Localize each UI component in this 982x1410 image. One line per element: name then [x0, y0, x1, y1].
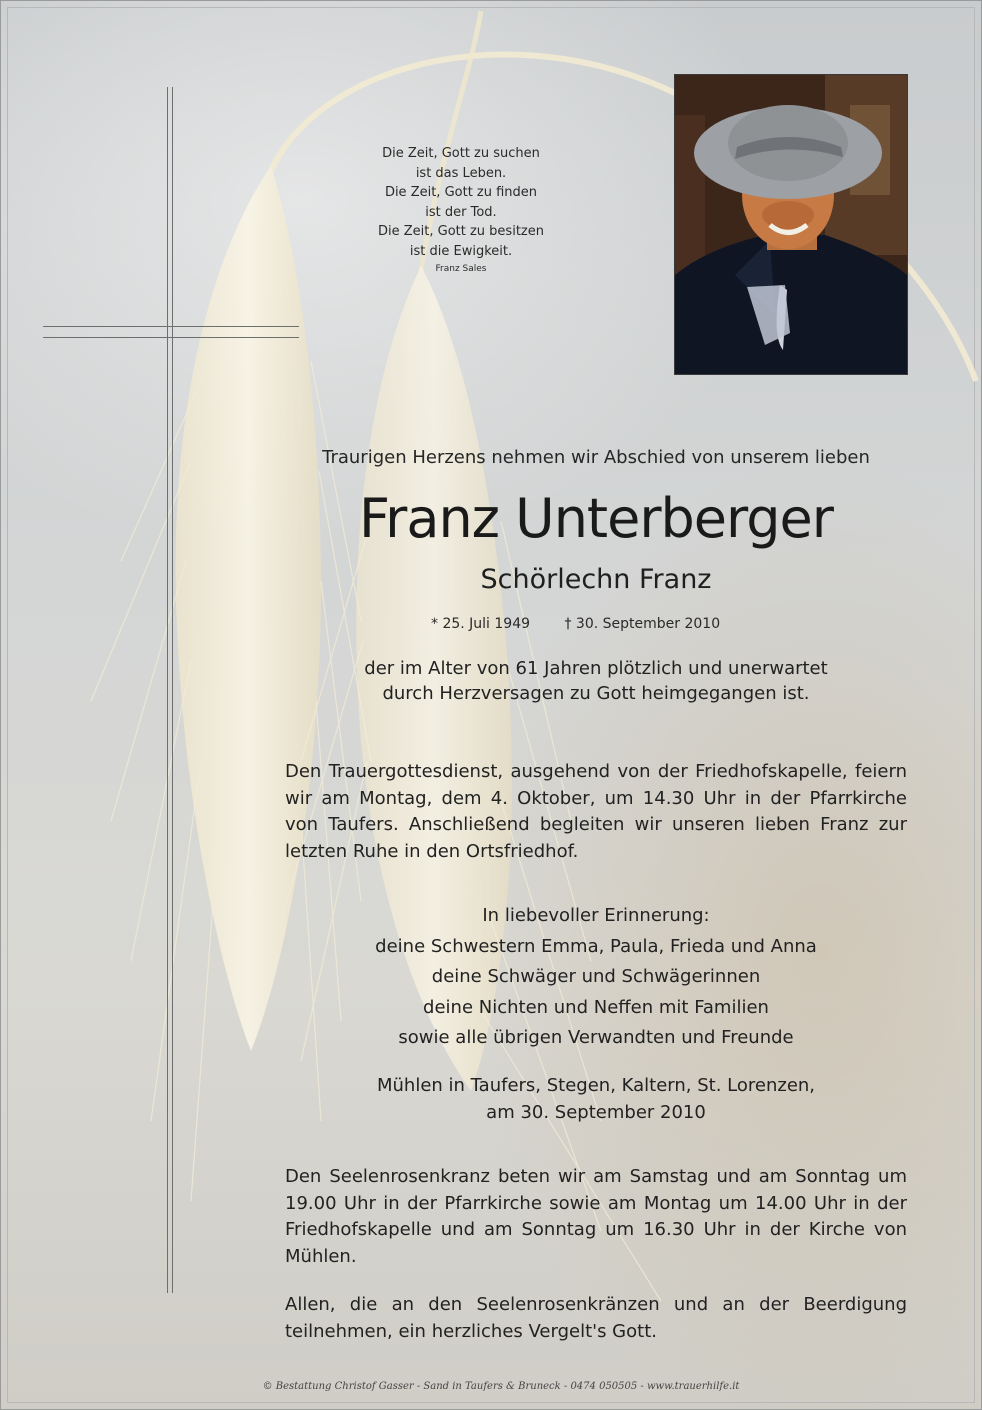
birth-date: * 25. Juli 1949 — [431, 616, 531, 632]
quote-block — [346, 144, 576, 276]
cross-horizontal-line — [43, 337, 299, 338]
mourners-line: deine Nichten und Neffen mit Familien — [423, 996, 769, 1018]
life-dates — [431, 616, 771, 632]
intro-text: Traurigen Herzens nehmen wir Abschied von unserem lieben — [322, 447, 870, 468]
cross-horizontal-line — [43, 326, 299, 327]
mourners-heading: In liebevoller Erinnerung: — [482, 905, 710, 926]
mourners-line: sowie alle übrigen Verwandten und Freunde — [398, 1027, 794, 1048]
mourners-line: deine Schwestern Emma, Paula, Frieda und Anna — [375, 935, 817, 957]
quote-author: Franz Sales — [435, 263, 487, 274]
place-date — [301, 1072, 891, 1126]
age-line: durch Herzversagen zu Gott heimgegangen ist. — [382, 683, 810, 704]
death-date: † 30. September 2010 — [564, 616, 721, 632]
quote-line: ist die Ewigkeit. — [409, 243, 513, 259]
portrait-photo — [674, 74, 908, 375]
mourners-block — [301, 901, 891, 1054]
quote-line: Die Zeit, Gott zu besitzen — [378, 224, 544, 240]
cross-vertical-line — [172, 87, 173, 1293]
portrait-illustration — [675, 75, 907, 374]
cross-vertical-line — [167, 87, 168, 1293]
funeral-service-text: Den Trauergottesdienst, ausgehend von der Friedhofskapelle, feiern wir am Montag, dem 4. Oktober, um 14.30 Uhr in der Pfarrkirche von Taufers. Anschließend begleiten wir unseren lieben Franz zur letzten Ruhe in den Ortsfriedhof. — [285, 761, 907, 862]
thanks-text: Allen, die an den Seelenrosenkränzen und an der Beerdigung teilnehmen, ein herzliches Vergelt's Gott. — [285, 1294, 907, 1342]
place-line: Mühlen in Taufers, Stegen, Kaltern, St. Lorenzen, — [376, 1075, 816, 1096]
quote-line: ist das Leben. — [415, 165, 507, 181]
deceased-name: Franz Unterberger — [359, 487, 833, 550]
footer-credit: © Bestattung Christof Gasser - Sand in Taufers & Bruneck - 0474 050505 - www.trauerhilfe.it — [262, 1381, 740, 1392]
deceased-nickname: Schörlechn Franz — [480, 564, 712, 595]
quote-line: Die Zeit, Gott zu finden — [384, 185, 538, 201]
date-line: am 30. September 2010 — [486, 1102, 706, 1123]
mourners-line: deine Schwäger und Schwägerinnen — [431, 966, 761, 987]
rosary-text: Den Seelenrosenkranz beten wir am Samstag und am Sonntag um 19.00 Uhr in der Pfarrkirche sowie am Montag um 14.00 Uhr in der Friedhofskapelle und am Sonntag um 16.30 Uhr in der Kirche von Mühlen. — [285, 1166, 907, 1267]
age-statement — [301, 656, 891, 706]
quote-line: Die Zeit, Gott zu suchen — [382, 146, 540, 161]
quote-line: ist der Tod. — [425, 204, 497, 220]
age-line: der im Alter von 61 Jahren plötzlich und unerwartet — [364, 658, 828, 679]
